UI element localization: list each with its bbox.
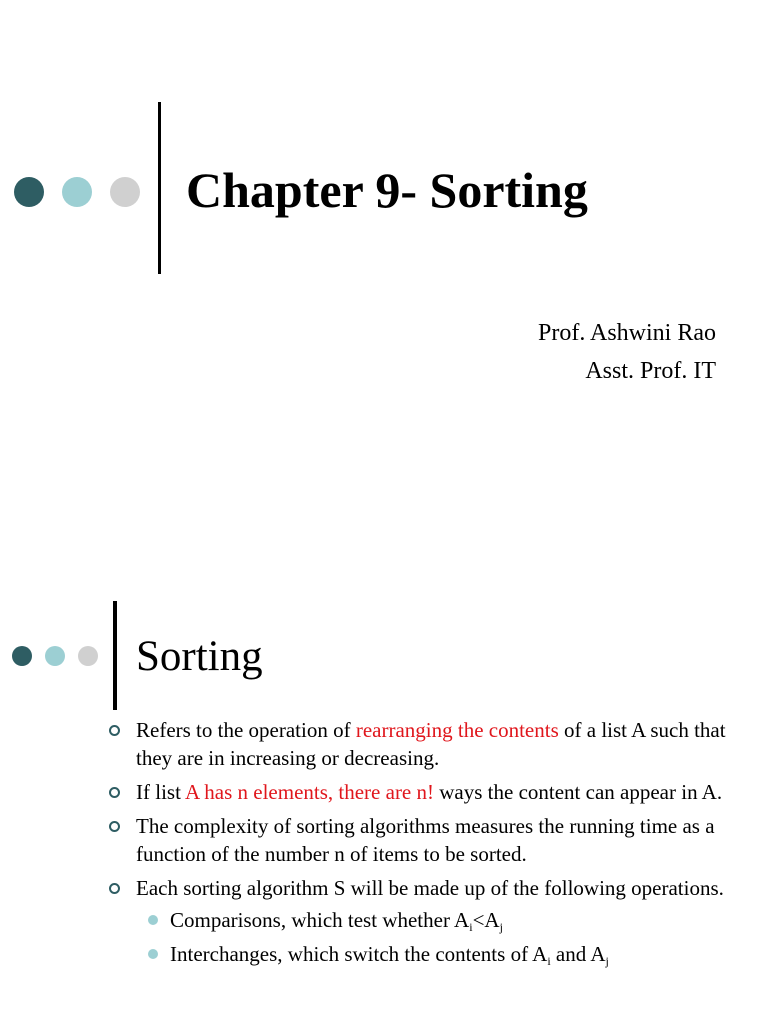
sub-bullet-text: <A <box>472 908 500 932</box>
dot-bullet-icon <box>148 915 158 925</box>
teal-dot-icon <box>62 177 92 207</box>
sub-bullet-text: and A <box>550 942 606 966</box>
bullet-text: ways the content can appear in A. <box>434 780 723 804</box>
teal-dot-icon <box>45 646 65 666</box>
bullet-list <box>108 716 728 974</box>
author-role: Asst. Prof. IT <box>585 358 716 384</box>
ring-bullet-icon <box>109 787 120 798</box>
bullet-highlight: A has n elements, there are n! <box>185 780 435 804</box>
ring-bullet-icon <box>109 821 120 832</box>
dark-dot-icon <box>12 646 32 666</box>
bullet-text: of a list A such that they are in increasing or decreasing. <box>136 718 726 770</box>
subscript: j <box>499 920 503 934</box>
subscript: i <box>547 954 551 968</box>
bullet-item <box>108 812 728 868</box>
sub-bullet-text: Comparisons, which test whether A <box>170 908 470 932</box>
dark-dot-icon <box>14 177 44 207</box>
author-name: Prof. Ashwini Rao <box>537 320 716 346</box>
ring-bullet-icon <box>109 725 120 736</box>
slide-title: Sorting <box>136 633 263 680</box>
title-divider <box>158 102 161 274</box>
gray-dot-icon <box>110 177 140 207</box>
bullet-item <box>108 778 728 806</box>
sub-bullet-text: Interchanges, which switch the contents of A <box>170 942 548 966</box>
sub-bullet-list <box>136 906 728 968</box>
chapter-title: Chapter 9- Sorting <box>186 162 588 218</box>
bullet-text: Refers to the operation of <box>136 718 356 742</box>
bullet-highlight: rearranging the contents <box>355 718 559 742</box>
sub-bullet-item <box>136 940 728 968</box>
title-divider <box>113 601 117 710</box>
sub-bullet-item <box>136 906 728 934</box>
bullet-item <box>108 874 728 968</box>
ring-bullet-icon <box>109 883 120 894</box>
dot-bullet-icon <box>148 949 158 959</box>
bullet-item <box>108 716 728 772</box>
bullet-text: Each sorting algorithm S will be made up of the following operations. <box>136 876 724 900</box>
gray-dot-icon <box>78 646 98 666</box>
bullet-text: The complexity of sorting algorithms measures the running time as a function of the number n of items to be sorted. <box>136 814 715 866</box>
subscript: i <box>469 920 473 934</box>
subscript: j <box>605 954 609 968</box>
bullet-text: If list <box>136 780 186 804</box>
